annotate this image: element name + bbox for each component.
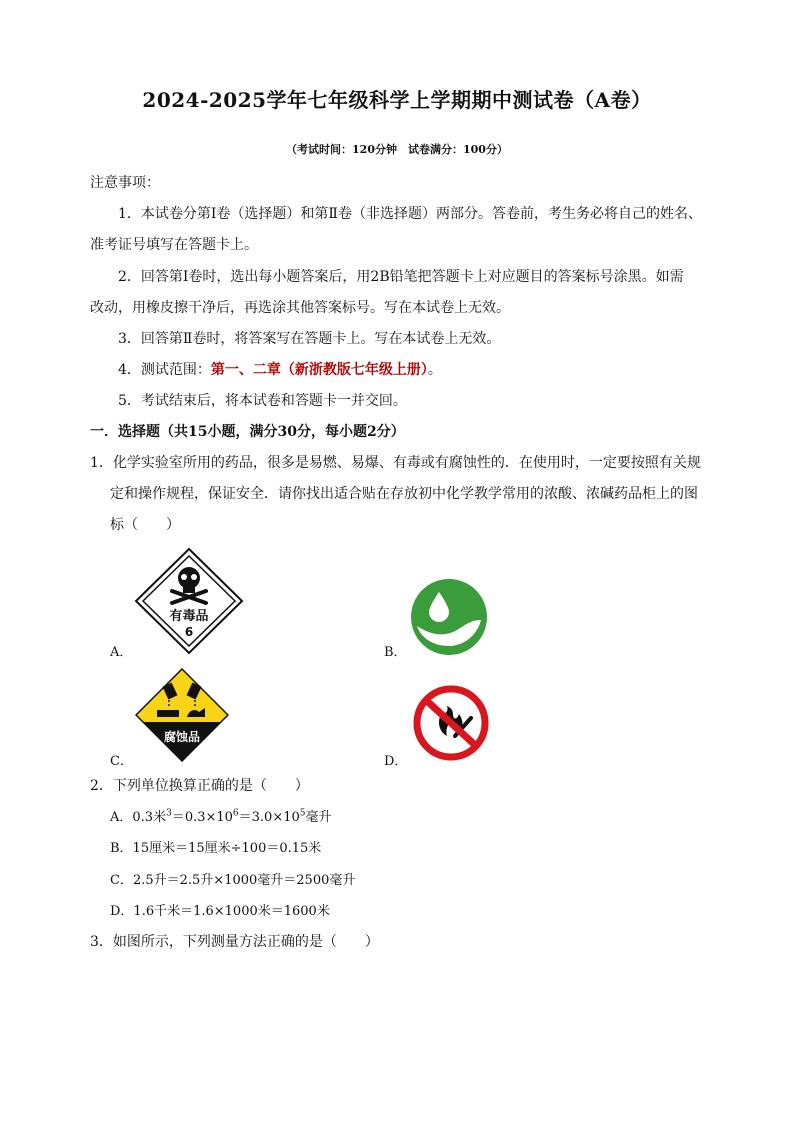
q2-option-a-sup-3: 5 <box>299 808 306 819</box>
corrosive-label: 腐蚀品 <box>163 730 201 744</box>
q2-option-a-pre: A．0.3米 <box>110 810 167 825</box>
q1-stem-line-2: 定和操作规程，保证安全．请你找出适合贴在存放初中化学教学常用的浓酸、浓碱药品柜上的图 <box>110 486 698 502</box>
note-4-range: 第一、二章（新浙教版七年级上册） <box>210 362 428 378</box>
corrosive-icon <box>135 668 229 762</box>
q2-option-a-post: 毫升 <box>305 810 332 825</box>
note-5: 5．考试结束后，将本试卷和答题卡一并交回。 <box>118 393 407 409</box>
q3-stem: 3．如图所示，下列测量方法正确的是（ ） <box>90 934 379 950</box>
toxic-class-number: 6 <box>184 625 194 639</box>
note-2-line-1: 2．回答第Ⅰ卷时，选出每小题答案后，用2B铅笔把答题卡上对应题目的答案标号涂黑。如需 <box>118 269 684 285</box>
q1-option-b-label: B． <box>384 645 407 660</box>
q2-option-a-mid: ＝0.3×10 <box>171 810 233 825</box>
toxic-label: 有毒品 <box>169 609 209 624</box>
note-4 <box>118 359 442 379</box>
q2-option-b: B．15厘米＝15厘米÷100＝0.15米 <box>110 841 322 856</box>
section-heading: 一．选择题（共15小题，满分30分，每小题2分） <box>90 424 405 440</box>
q2-option-c: C．2.5升＝2.5升×1000毫升＝2500毫升 <box>110 873 356 888</box>
q2-option-a-mid-2: ＝3.0×10 <box>238 810 300 825</box>
q1-option-d-label: D． <box>384 754 408 769</box>
q2-stem: 2．下列单位换算正确的是（ ） <box>90 778 309 794</box>
note-2-line-2: 改动，用橡皮擦干净后，再选涂其他答案标号。写在本试卷上无效。 <box>90 300 510 316</box>
q1-stem-line-1: 1．化学实验室所用的药品，很多是易燃、易爆、有毒或有腐蚀性的．在使用时，一定要按照有关规 <box>90 455 701 471</box>
no-open-flame-icon <box>411 684 491 762</box>
note-1-line-1: 1．本试卷分第Ⅰ卷（选择题）和第Ⅱ卷（非选择题）两部分。答卷前，考生务必将自己的姓名、 <box>118 206 702 222</box>
water-drop-icon <box>409 578 489 656</box>
q2-option-a-sup-1: 3 <box>166 808 172 819</box>
q2-option-d: D．1.6千米＝1.6×1000米＝1600米 <box>110 904 330 919</box>
page-title: 2024-2025学年七年级科学上学期期中测试卷（A卷） <box>142 88 652 112</box>
q1-stem-line-3: 标（ ） <box>110 517 180 533</box>
q2-option-a <box>110 806 332 825</box>
exam-info: （考试时间：120分钟 试卷满分：100分） <box>286 143 508 156</box>
note-4-suffix: 。 <box>427 362 442 378</box>
notes-heading: 注意事项： <box>90 175 160 191</box>
q2-option-a-sup-2: 6 <box>232 808 239 819</box>
note-3: 3．回答第Ⅱ卷时，将答案写在答题卡上。写在本试卷上无效。 <box>118 331 501 347</box>
q1-option-c-label: C． <box>110 754 133 769</box>
note-1-line-2: 准考证号填写在答题卡上。 <box>90 237 258 253</box>
note-4-prefix: 4．测试范围： <box>118 362 211 378</box>
q1-option-a-label: A． <box>110 645 133 660</box>
toxic-skull-icon <box>134 547 244 655</box>
